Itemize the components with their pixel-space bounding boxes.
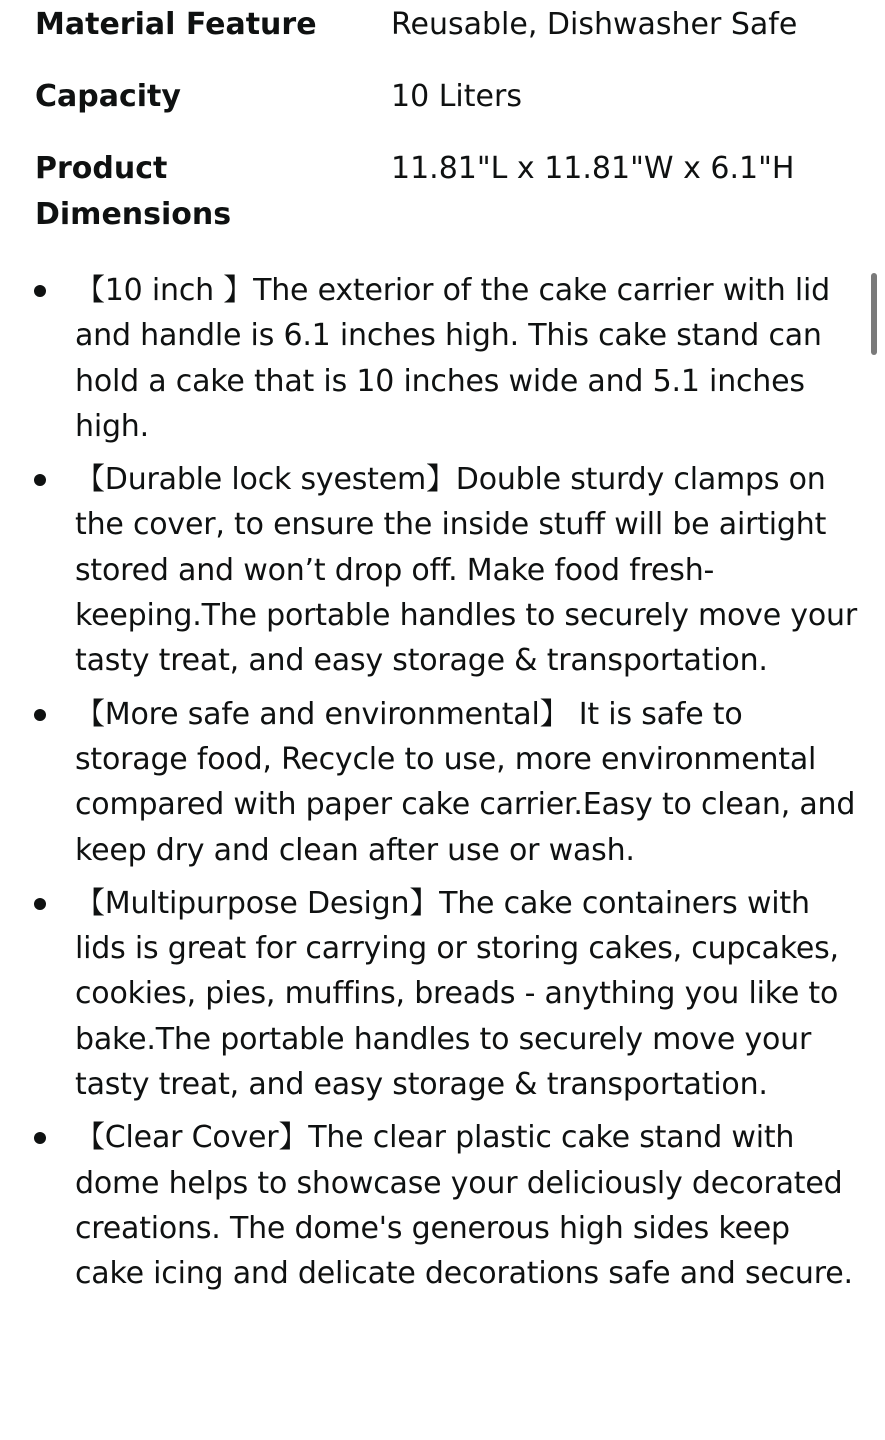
list-item bbox=[0, 1115, 885, 1296]
bullet-dot-icon bbox=[34, 474, 46, 486]
list-item bbox=[0, 268, 885, 449]
spec-value: 10 Liters bbox=[391, 79, 522, 114]
spec-label: Capacity bbox=[35, 79, 181, 114]
list-item bbox=[0, 881, 885, 1107]
bullet-text: 【10 inch 】The exterior of the cake carrier with lid and handle is 6.1 inches high. This cake stand can hold a cake that is 10 inches wide and 5.1 inches high. bbox=[75, 273, 840, 444]
list-item bbox=[0, 457, 885, 683]
spec-value: 11.81"L x 11.81"W x 6.1"H bbox=[391, 151, 795, 186]
spec-label: Product Dimensions bbox=[35, 151, 232, 232]
list-item bbox=[0, 692, 885, 873]
feature-bullet-list bbox=[0, 268, 885, 1305]
bullet-text: 【Multipurpose Design】The cake containers with lids is great for carrying or storing cakes, cupcakes, cookies, pies, muffins, breads - anything you like to bake.The portable handles to securely move your tasty treat, and easy storage & transportation. bbox=[75, 885, 849, 1103]
scrollbar[interactable] bbox=[871, 273, 877, 355]
bullet-text: 【Clear Cover】The clear plastic cake stand with dome helps to showcase your deliciously decorated creations. The dome's generous high sides keep cake icing and delicate decorations safe and secure. bbox=[75, 1120, 853, 1292]
bullet-text: 【More safe and environmental】 It is safe to storage food, Recycle to use, more environmental compared with paper cake carrier.Easy to clean, and keep dry and clean after use or wash. bbox=[75, 696, 865, 868]
bullet-text: 【Durable lock syestem】Double sturdy clamps on the cover, to ensure the inside stuff will be airtight stored and won’t drop off. Make food fresh-keeping.The portable handles to securely move your tasty treat, and easy storage & transportation. bbox=[75, 462, 867, 679]
bullet-dot-icon bbox=[34, 898, 46, 910]
spec-label: Material Feature bbox=[35, 7, 317, 42]
spec-value: Reusable, Dishwasher Safe bbox=[391, 7, 798, 42]
bullet-dot-icon bbox=[34, 709, 46, 721]
bullet-dot-icon bbox=[34, 285, 46, 297]
bullet-dot-icon bbox=[34, 1132, 46, 1144]
